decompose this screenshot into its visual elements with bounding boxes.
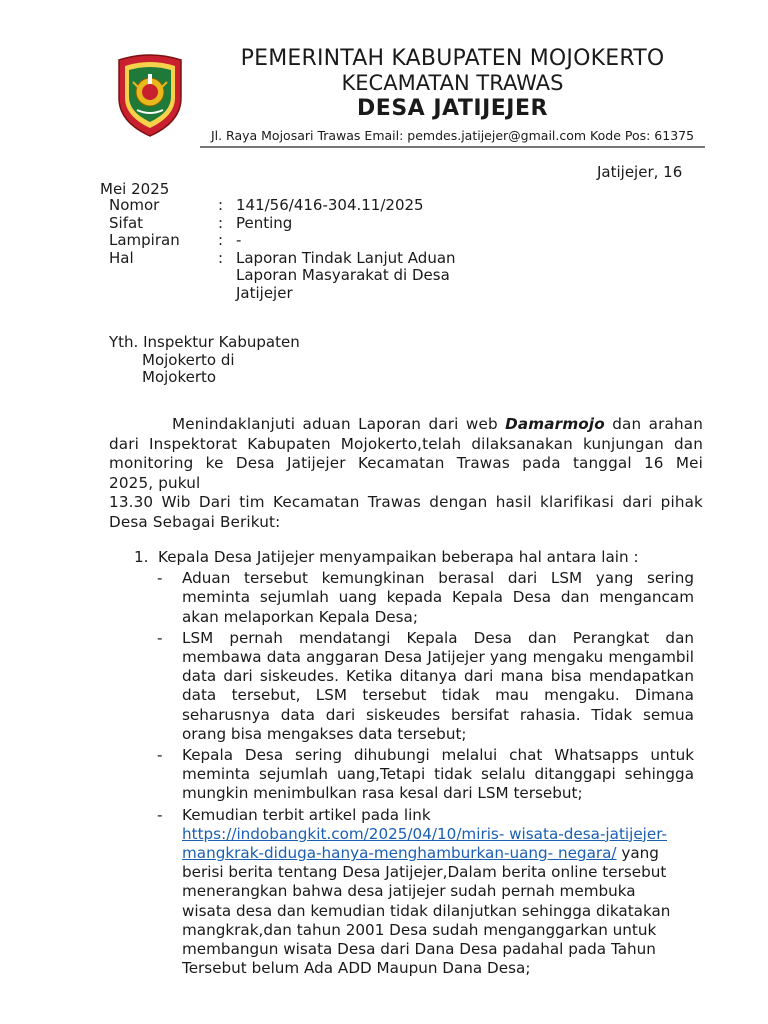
- meta-row-nomor: [109, 197, 471, 215]
- meta-colon: :: [218, 231, 224, 249]
- dash-bullet: -: [157, 569, 163, 588]
- paragraph-text: Menindaklanjuti aduan Laporan dari web: [172, 415, 498, 433]
- meta-value: -: [236, 231, 242, 249]
- meta-label: Nomor: [109, 196, 160, 214]
- meta-row-sifat: [109, 215, 471, 233]
- meta-value: Penting: [236, 213, 293, 232]
- sub-item-text: LSM pernah mendatangi Kepala Desa dan Perangkat dan membawa data anggaran Desa Jatijejer yang mengaku mengambil data dari siskeudes. Ketika ditanya dari mana bisa mendapatkan data tersebut, LSM tersebut tidak mau mengaku. Dimana seharusnya data dari siskeudes bersifat rahasia. Tidak semua orang bisa mengakses data tersebut;: [182, 628, 694, 743]
- sub-item-line: wisata desa dan kemudian tidak dilanjutkan sehingga dikatakan: [182, 901, 671, 920]
- meta-colon: :: [218, 248, 224, 267]
- letterhead-district: KECAMATAN TRAWAS: [341, 71, 564, 95]
- letter-meta: [109, 197, 471, 302]
- list-number: 1.: [134, 548, 149, 566]
- dash-bullet: -: [157, 628, 163, 647]
- meta-row-lampiran: [109, 232, 471, 250]
- letterhead-regency: PEMERINTAH KABUPATEN MOJOKERTO: [240, 46, 665, 71]
- website-name: Damarmojo: [505, 415, 605, 433]
- paragraph-line: [109, 415, 703, 435]
- article-link-continued[interactable]: mangkrak-diduga-hanya-menghamburkan-uang- negara/: [182, 844, 617, 863]
- findings-list: [134, 548, 704, 978]
- sub-item-line: Tersebut belum Ada ADD Maupun Dana Desa;: [182, 959, 531, 978]
- recipient-line: Yth. Inspektur Kabupaten: [109, 333, 300, 351]
- meta-row-hal: [109, 250, 471, 303]
- paragraph-text: dan arahan: [612, 415, 703, 433]
- sub-item: [134, 629, 704, 744]
- sub-item-line: Kemudian terbit artikel pada link: [182, 805, 431, 824]
- meta-colon: :: [218, 213, 224, 232]
- meta-colon: :: [218, 196, 224, 214]
- sub-item-text: Aduan tersebut kemungkinan berasal dari LSM yang sering meminta sejumlah uang kepada Kepala Desa dan mengancam akan melaporkan Kepala Desa;: [182, 569, 694, 626]
- recipient-line: Mojokerto di: [142, 350, 235, 369]
- place-date: Jatijejer, 16: [597, 163, 683, 181]
- paragraph-line: 13.30 Wib Dari tim Kecamatan Trawas dengan hasil klarifikasi dari pihak: [109, 493, 703, 511]
- meta-label: Lampiran: [109, 231, 180, 249]
- article-link[interactable]: https://indobangkit.com/2025/04/10/miris- wisata-desa-jatijejer-: [182, 824, 667, 843]
- sub-item: [134, 746, 704, 804]
- article-link-line: [182, 844, 694, 863]
- letterhead-village: DESA JATIJEJER: [357, 96, 548, 121]
- paragraph-line: dari Inspektorat Kabupaten Mojokerto,telah dilaksanakan kunjungan dan: [109, 434, 703, 453]
- date-continuation: Mei 2025: [100, 180, 170, 198]
- sub-item-line: menerangkan bahwa desa jatijejer sudah pernah membuka: [182, 882, 636, 901]
- list-item: [134, 548, 704, 567]
- meta-value: Laporan Tindak Lanjut Aduan Laporan Masyarakat di Desa Jatijejer: [236, 248, 456, 302]
- recipient-block: [109, 334, 300, 387]
- opening-paragraph: [109, 415, 703, 532]
- sub-item: [134, 806, 704, 979]
- sub-item-line: berisi berita tentang Desa Jatijejer,Dalam berita online tersebut: [182, 863, 667, 882]
- letterhead-divider: [200, 146, 705, 148]
- sub-item-line: membangun wisata Desa dari Dana Desa padahal pada Tahun: [182, 940, 656, 959]
- sub-item-text-after-link: yang: [616, 844, 659, 863]
- letterhead-address: Jl. Raya Mojosari Trawas Email: pemdes.jatijejer@gmail.com Kode Pos: 61375: [210, 128, 695, 143]
- sub-item: [134, 569, 704, 627]
- paragraph-line: monitoring ke Desa Jatijejer Kecamatan Trawas pada tanggal 16 Mei: [109, 454, 703, 472]
- letterhead: [200, 46, 705, 145]
- recipient-line: Mojokerto: [142, 368, 217, 386]
- article-link-line: [182, 825, 694, 844]
- sub-item-text: [182, 806, 694, 979]
- meta-label: Hal: [109, 248, 134, 267]
- sub-item-text: Kepala Desa sering dihubungi melalui chat Whatsapps untuk meminta sejumlah uang,Tetapi tidak selalu ditanggapi sehingga mungkin menimbulkan rasa kesal dari LSM tersebut;: [182, 746, 694, 803]
- sub-item-line: mangkrak,dan tahun 2001 Desa sudah menganggarkan untuk: [182, 920, 657, 939]
- paragraph-line: Desa Sebagai Berikut:: [109, 512, 281, 531]
- dash-bullet: -: [157, 805, 163, 824]
- meta-label: Sifat: [109, 213, 144, 232]
- mojokerto-emblem-icon: [113, 52, 187, 138]
- paragraph-line: 2025, pukul: [109, 473, 201, 492]
- dash-bullet: -: [157, 746, 163, 765]
- meta-value: 141/56/416-304.11/2025: [236, 196, 424, 214]
- list-item-text: Kepala Desa Jatijejer menyampaikan beberapa hal antara lain :: [158, 548, 639, 566]
